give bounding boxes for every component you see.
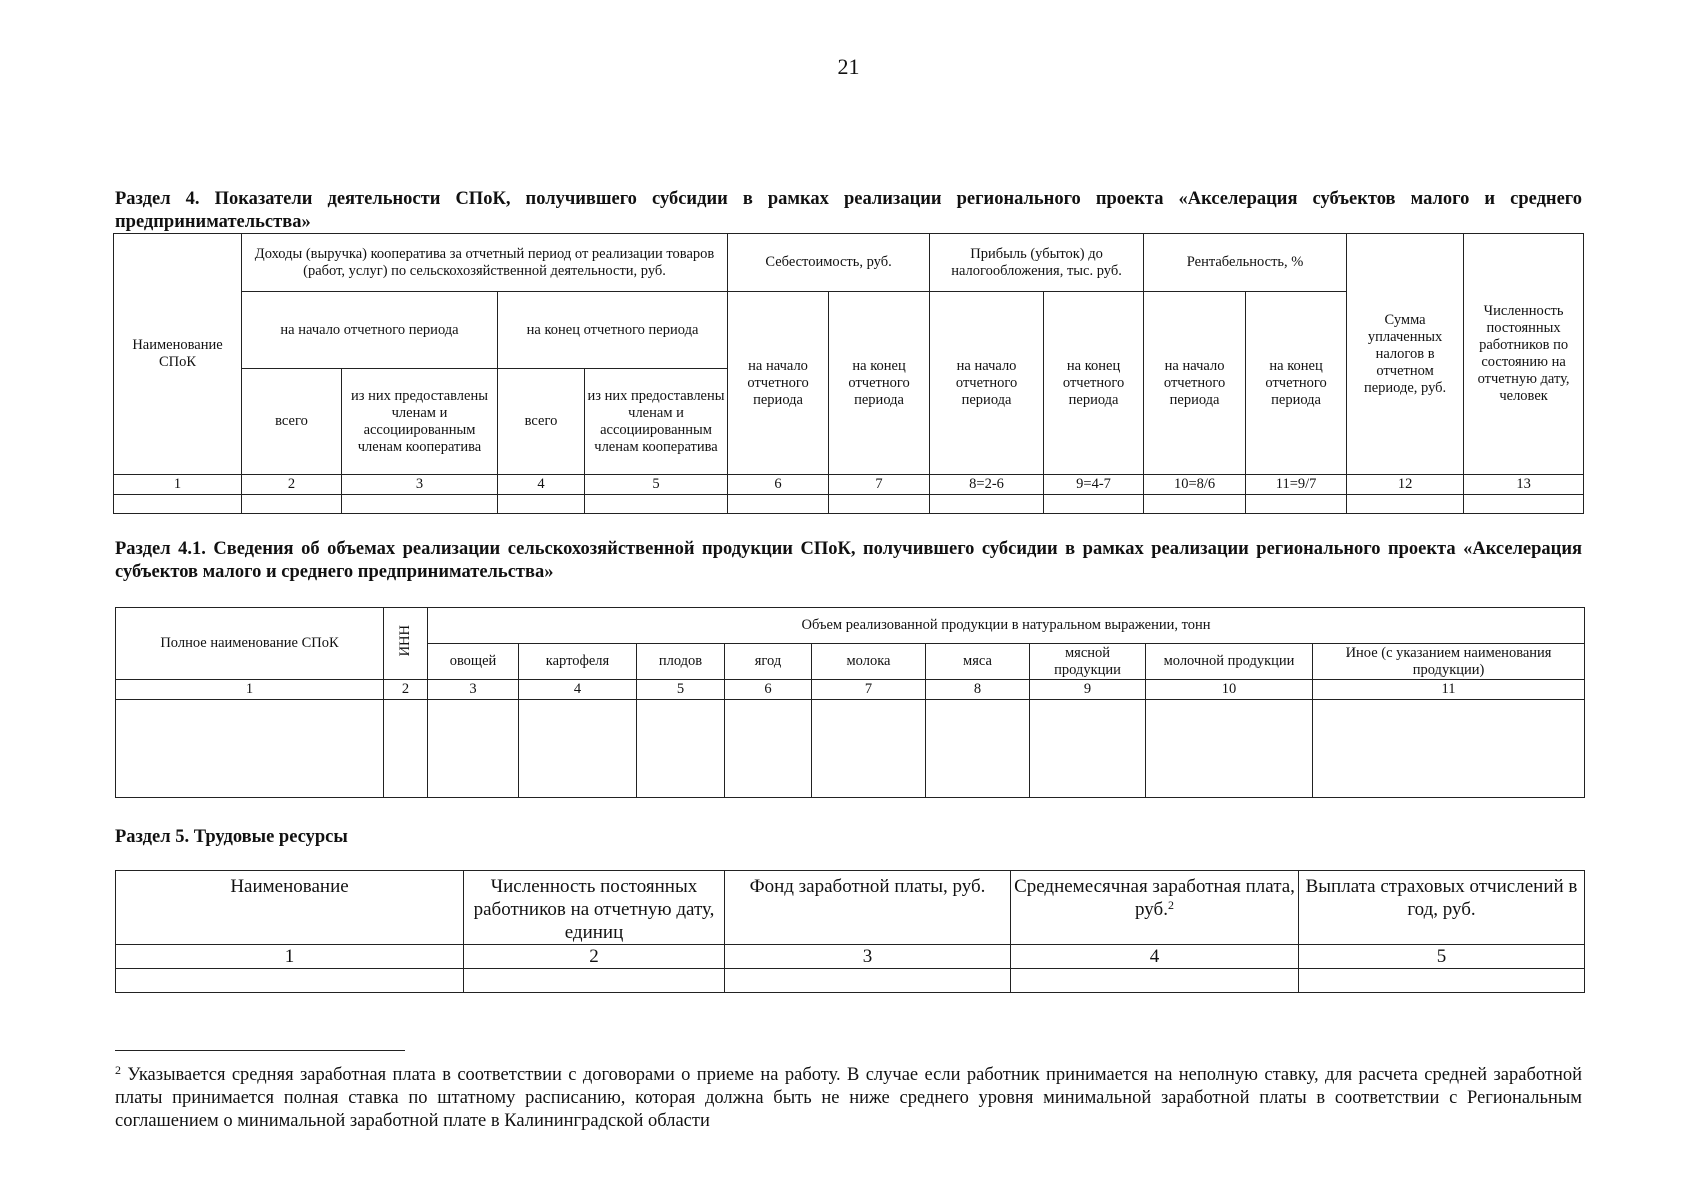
column-numbers-row	[114, 475, 1584, 495]
header-profitability-end: на конец отчетного периода	[1246, 292, 1347, 475]
col-num: 5	[1299, 945, 1585, 969]
col-num: 3	[428, 680, 519, 700]
col-num: 2	[242, 475, 342, 495]
header-volume: Объем реализованной продукции в натуральном выражении, тонн	[428, 608, 1585, 644]
col-num: 5	[585, 475, 728, 495]
header-name: Наименование	[116, 871, 464, 945]
header-end-members: из них предоставлены членам и ассоциированным членам кооператива	[585, 369, 728, 475]
header-start-members: из них предоставлены членам и ассоциированным членам кооператива	[342, 369, 498, 475]
col-num: 7	[812, 680, 926, 700]
header-income-start: на начало отчетного периода	[242, 292, 498, 369]
section-5-table	[115, 870, 1585, 993]
col-num: 4	[519, 680, 637, 700]
header-payroll: Фонд заработной платы, руб.	[725, 871, 1011, 945]
header-spok-name: Наименование СПоК	[114, 234, 242, 475]
header-profit-start: на начало отчетного периода	[930, 292, 1044, 475]
section-4-1-title: Раздел 4.1. Сведения об объемах реализации сельскохозяйственной продукции СПоК, получившего субсидии в рамках реализации регионального проекта «Акселерация субъектов малого и среднего предпринимательства»	[115, 539, 1582, 582]
col-num: 9=4-7	[1044, 475, 1144, 495]
column-numbers-row	[116, 945, 1585, 969]
header-end-total: всего	[498, 369, 585, 475]
header-income: Доходы (выручка) кооператива за отчетный период от реализации товаров (работ, услуг) по сельскохозяйственной деятельности, руб.	[242, 234, 728, 292]
col-num: 11=9/7	[1246, 475, 1347, 495]
header-avg-salary-text: Среднемесячная заработная плата, руб.	[1014, 876, 1295, 920]
col-num: 1	[116, 680, 384, 700]
col-num: 6	[728, 475, 829, 495]
section-4-1-table	[115, 607, 1585, 798]
footnote-text: Указывается средняя заработная плата в соответствии с договорами о приеме на работу. В случае если работник принимается на неполную ставку, для расчета средней заработной платы принимается полная ставка по штатному расписанию, которая должна быть не ниже среднего уровня минимальной заработной платы в соответствии с Региональным соглашением о минимальной заработной плате в Калининградской области	[115, 1065, 1582, 1131]
col-num: 10=8/6	[1144, 475, 1246, 495]
col-num: 4	[498, 475, 585, 495]
header-product: мяса	[926, 644, 1030, 680]
header-full-name: Полное наименование СПоК	[116, 608, 384, 680]
header-taxes: Сумма уплаченных налогов в отчетном периоде, руб.	[1347, 234, 1464, 475]
footnote-separator	[115, 1050, 405, 1051]
column-numbers-row	[116, 680, 1585, 700]
col-num: 8	[926, 680, 1030, 700]
col-num: 13	[1464, 475, 1584, 495]
header-inn: ИНН	[397, 625, 413, 657]
section-5-title: Раздел 5. Трудовые ресурсы	[115, 827, 348, 847]
col-num: 1	[116, 945, 464, 969]
empty-data-row	[114, 495, 1584, 514]
header-product: картофеля	[519, 644, 637, 680]
header-product: плодов	[637, 644, 725, 680]
col-num: 4	[1011, 945, 1299, 969]
col-num: 5	[637, 680, 725, 700]
header-product: Иное (с указанием наименования продукции)	[1313, 644, 1585, 680]
header-start-total: всего	[242, 369, 342, 475]
col-num: 6	[725, 680, 812, 700]
col-num: 8=2-6	[930, 475, 1044, 495]
header-product: мясной продукции	[1030, 644, 1146, 680]
footnote-ref: 2	[1167, 898, 1174, 912]
col-num: 2	[384, 680, 428, 700]
header-profitability-start: на начало отчетного периода	[1144, 292, 1246, 475]
section-4-table	[113, 233, 1584, 514]
col-num: 12	[1347, 475, 1464, 495]
col-num: 3	[725, 945, 1011, 969]
header-cost: Себестоимость, руб.	[728, 234, 930, 292]
header-product: овощей	[428, 644, 519, 680]
col-num: 10	[1146, 680, 1313, 700]
header-staff-count: Численность постоянных работников на отчетную дату, единиц	[464, 871, 725, 945]
col-num: 7	[829, 475, 930, 495]
section-4-title: Раздел 4. Показатели деятельности СПоК, получившего субсидии в рамках реализации регионального проекта «Акселерация субъектов малого и среднего предпринимательства»	[115, 189, 1582, 232]
col-num: 3	[342, 475, 498, 495]
empty-data-row	[116, 969, 1585, 993]
col-num: 9	[1030, 680, 1146, 700]
header-cost-end: на конец отчетного периода	[829, 292, 930, 475]
header-product: молочной продукции	[1146, 644, 1313, 680]
header-product: молока	[812, 644, 926, 680]
col-num: 11	[1313, 680, 1585, 700]
header-profit-end: на конец отчетного периода	[1044, 292, 1144, 475]
footnote	[115, 1064, 1582, 1133]
header-staff: Численность постоянных работников по состоянию на отчетную дату, человек	[1464, 234, 1584, 475]
footnote-mark: 2	[115, 1063, 121, 1077]
empty-data-row	[116, 700, 1585, 798]
header-cost-start: на начало отчетного периода	[728, 292, 829, 475]
page-number: 21	[837, 54, 860, 79]
header-income-end: на конец отчетного периода	[498, 292, 728, 369]
header-product: ягод	[725, 644, 812, 680]
col-num: 1	[114, 475, 242, 495]
header-insurance: Выплата страховых отчислений в год, руб.	[1299, 871, 1585, 945]
col-num: 2	[464, 945, 725, 969]
header-avg-salary	[1011, 871, 1299, 945]
header-profit: Прибыль (убыток) до налогообложения, тыс. руб.	[930, 234, 1144, 292]
header-profitability: Рентабельность, %	[1144, 234, 1347, 292]
